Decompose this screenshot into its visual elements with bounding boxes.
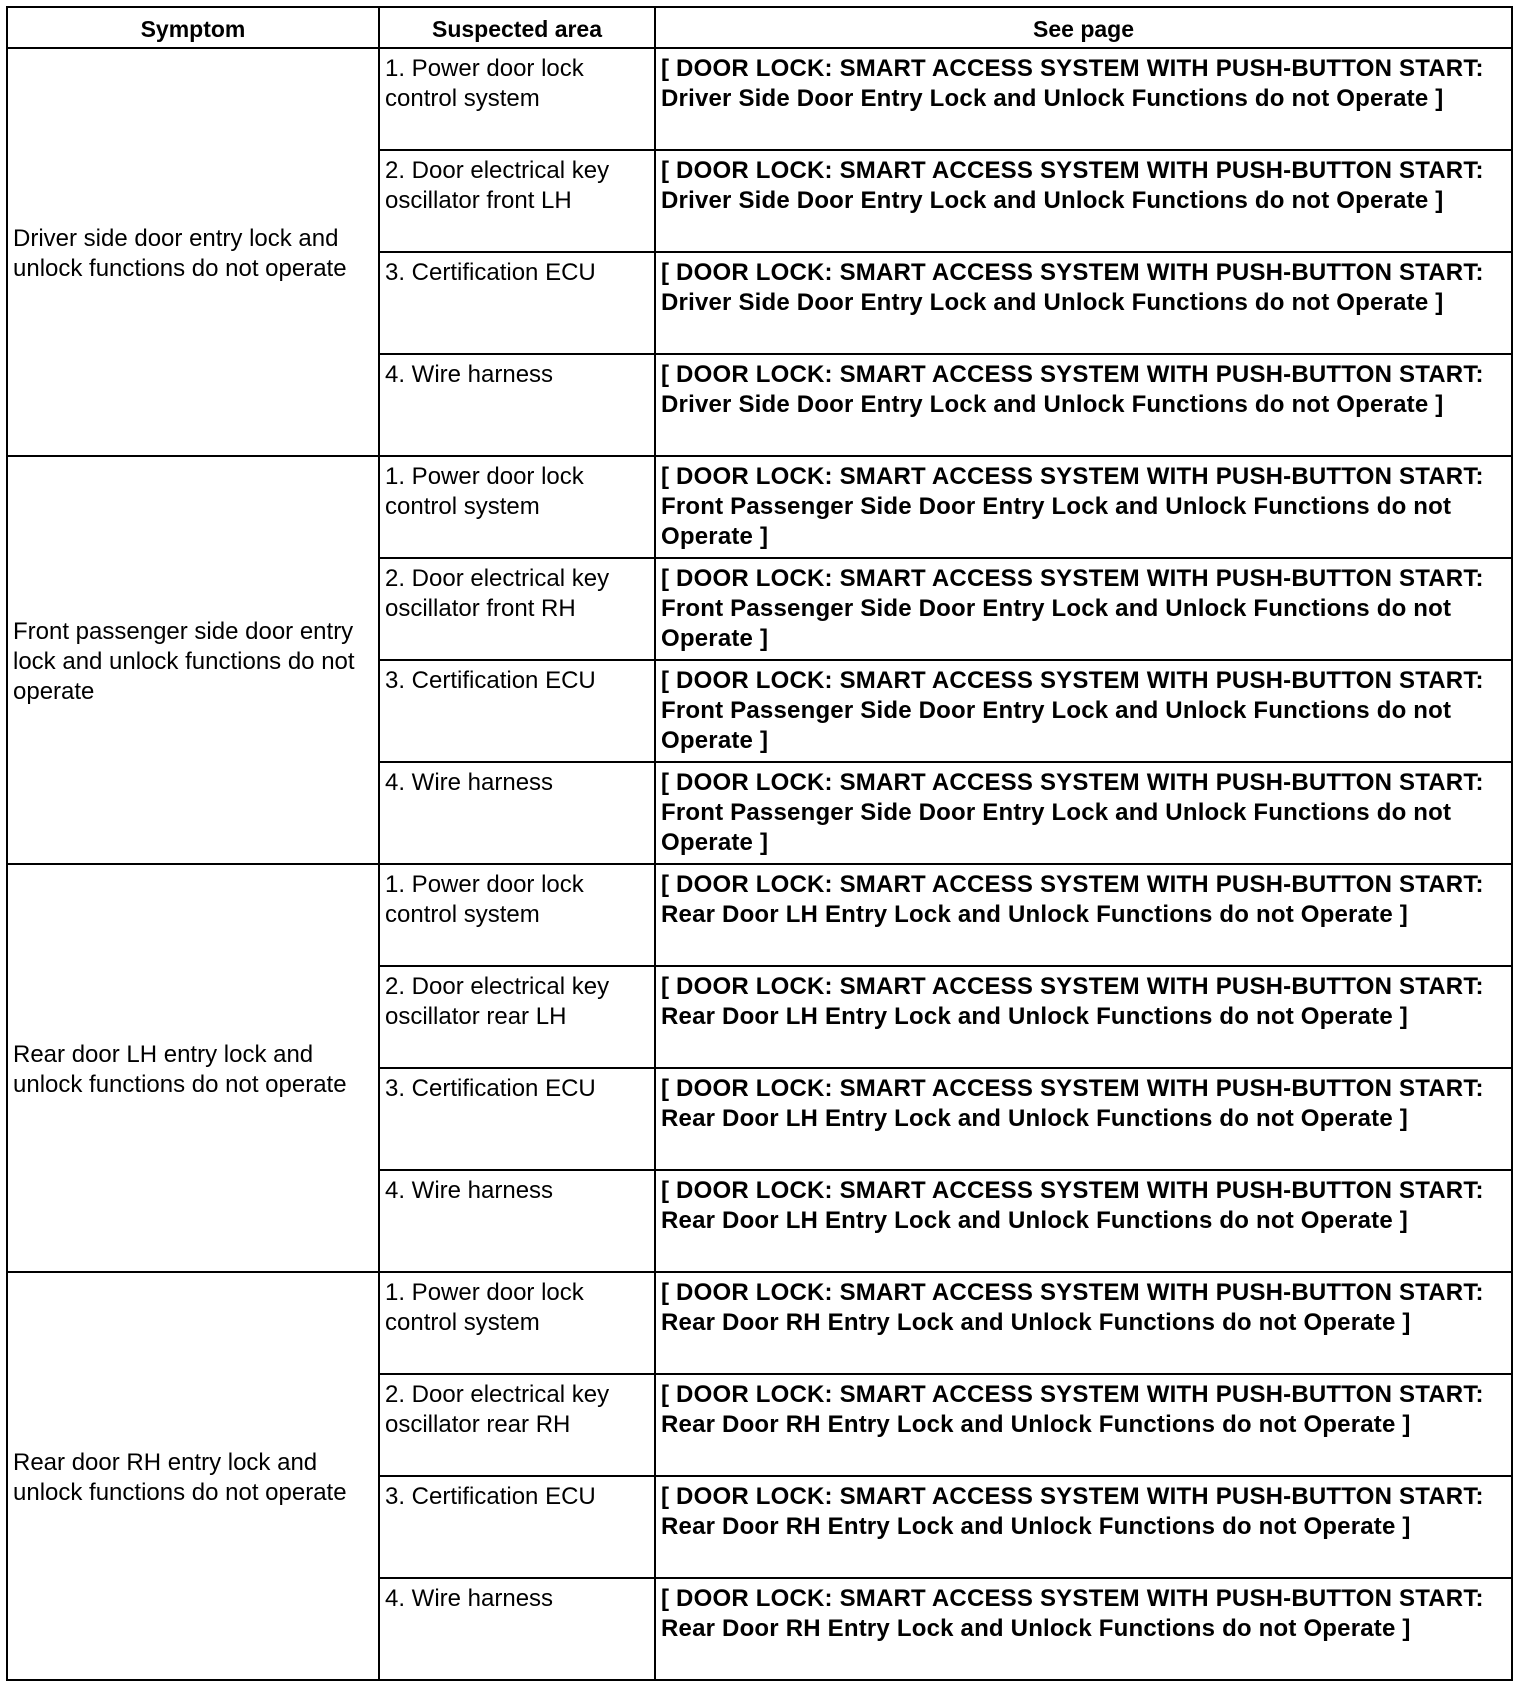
suspected-area-cell: 4. Wire harness bbox=[379, 1578, 655, 1680]
suspected-area-cell: 2. Door electrical key oscillator front LH bbox=[379, 150, 655, 252]
suspected-area-cell: 3. Certification ECU bbox=[379, 252, 655, 354]
see-page-cell: [ DOOR LOCK: SMART ACCESS SYSTEM WITH PUSH-BUTTON START: Rear Door RH Entry Lock and Unlock Functions do not Operate ] bbox=[655, 1374, 1512, 1476]
see-page-cell: [ DOOR LOCK: SMART ACCESS SYSTEM WITH PUSH-BUTTON START: Rear Door RH Entry Lock and Unlock Functions do not Operate ] bbox=[655, 1272, 1512, 1374]
see-page-cell: [ DOOR LOCK: SMART ACCESS SYSTEM WITH PUSH-BUTTON START: Driver Side Door Entry Lock and Unlock Functions do not Operate ] bbox=[655, 150, 1512, 252]
see-page-cell: [ DOOR LOCK: SMART ACCESS SYSTEM WITH PUSH-BUTTON START: Driver Side Door Entry Lock and Unlock Functions do not Operate ] bbox=[655, 252, 1512, 354]
table-header bbox=[7, 7, 1512, 48]
see-page-cell: [ DOOR LOCK: SMART ACCESS SYSTEM WITH PUSH-BUTTON START: Rear Door LH Entry Lock and Unlock Functions do not Operate ] bbox=[655, 1170, 1512, 1272]
suspected-area-cell: 1. Power door lock control system bbox=[379, 864, 655, 966]
suspected-area-cell: 4. Wire harness bbox=[379, 1170, 655, 1272]
document-page bbox=[6, 6, 1513, 1681]
header-symptom: Symptom bbox=[7, 7, 379, 48]
symptom-cell: Driver side door entry lock and unlock functions do not operate bbox=[7, 48, 379, 456]
see-page-cell: [ DOOR LOCK: SMART ACCESS SYSTEM WITH PUSH-BUTTON START: Front Passenger Side Door Entry Lock and Unlock Functions do not Operate ] bbox=[655, 456, 1512, 558]
header-row bbox=[7, 7, 1512, 48]
table-row bbox=[7, 864, 1512, 966]
table-row bbox=[7, 1272, 1512, 1374]
see-page-cell: [ DOOR LOCK: SMART ACCESS SYSTEM WITH PUSH-BUTTON START: Rear Door LH Entry Lock and Unlock Functions do not Operate ] bbox=[655, 864, 1512, 966]
suspected-area-cell: 1. Power door lock control system bbox=[379, 1272, 655, 1374]
symptom-cell: Rear door RH entry lock and unlock functions do not operate bbox=[7, 1272, 379, 1680]
suspected-area-cell: 3. Certification ECU bbox=[379, 1068, 655, 1170]
table-body bbox=[7, 48, 1512, 1680]
suspected-area-cell: 2. Door electrical key oscillator front RH bbox=[379, 558, 655, 660]
suspected-area-cell: 1. Power door lock control system bbox=[379, 456, 655, 558]
suspected-area-cell: 4. Wire harness bbox=[379, 354, 655, 456]
header-suspected-area: Suspected area bbox=[379, 7, 655, 48]
header-see-page: See page bbox=[655, 7, 1512, 48]
symptom-cell: Rear door LH entry lock and unlock functions do not operate bbox=[7, 864, 379, 1272]
suspected-area-cell: 1. Power door lock control system bbox=[379, 48, 655, 150]
suspected-area-cell: 4. Wire harness bbox=[379, 762, 655, 864]
suspected-area-cell: 2. Door electrical key oscillator rear RH bbox=[379, 1374, 655, 1476]
see-page-cell: [ DOOR LOCK: SMART ACCESS SYSTEM WITH PUSH-BUTTON START: Rear Door LH Entry Lock and Unlock Functions do not Operate ] bbox=[655, 966, 1512, 1068]
see-page-cell: [ DOOR LOCK: SMART ACCESS SYSTEM WITH PUSH-BUTTON START: Rear Door RH Entry Lock and Unlock Functions do not Operate ] bbox=[655, 1476, 1512, 1578]
see-page-cell: [ DOOR LOCK: SMART ACCESS SYSTEM WITH PUSH-BUTTON START: Front Passenger Side Door Entry Lock and Unlock Functions do not Operate ] bbox=[655, 660, 1512, 762]
table-row bbox=[7, 48, 1512, 150]
see-page-cell: [ DOOR LOCK: SMART ACCESS SYSTEM WITH PUSH-BUTTON START: Rear Door RH Entry Lock and Unlock Functions do not Operate ] bbox=[655, 1578, 1512, 1680]
see-page-cell: [ DOOR LOCK: SMART ACCESS SYSTEM WITH PUSH-BUTTON START: Driver Side Door Entry Lock and Unlock Functions do not Operate ] bbox=[655, 48, 1512, 150]
symptom-table bbox=[6, 6, 1513, 1681]
suspected-area-cell: 2. Door electrical key oscillator rear LH bbox=[379, 966, 655, 1068]
table-row bbox=[7, 456, 1512, 558]
see-page-cell: [ DOOR LOCK: SMART ACCESS SYSTEM WITH PUSH-BUTTON START: Driver Side Door Entry Lock and Unlock Functions do not Operate ] bbox=[655, 354, 1512, 456]
see-page-cell: [ DOOR LOCK: SMART ACCESS SYSTEM WITH PUSH-BUTTON START: Front Passenger Side Door Entry Lock and Unlock Functions do not Operate ] bbox=[655, 762, 1512, 864]
see-page-cell: [ DOOR LOCK: SMART ACCESS SYSTEM WITH PUSH-BUTTON START: Rear Door LH Entry Lock and Unlock Functions do not Operate ] bbox=[655, 1068, 1512, 1170]
see-page-cell: [ DOOR LOCK: SMART ACCESS SYSTEM WITH PUSH-BUTTON START: Front Passenger Side Door Entry Lock and Unlock Functions do not Operate ] bbox=[655, 558, 1512, 660]
suspected-area-cell: 3. Certification ECU bbox=[379, 1476, 655, 1578]
suspected-area-cell: 3. Certification ECU bbox=[379, 660, 655, 762]
symptom-cell: Front passenger side door entry lock and unlock functions do not operate bbox=[7, 456, 379, 864]
